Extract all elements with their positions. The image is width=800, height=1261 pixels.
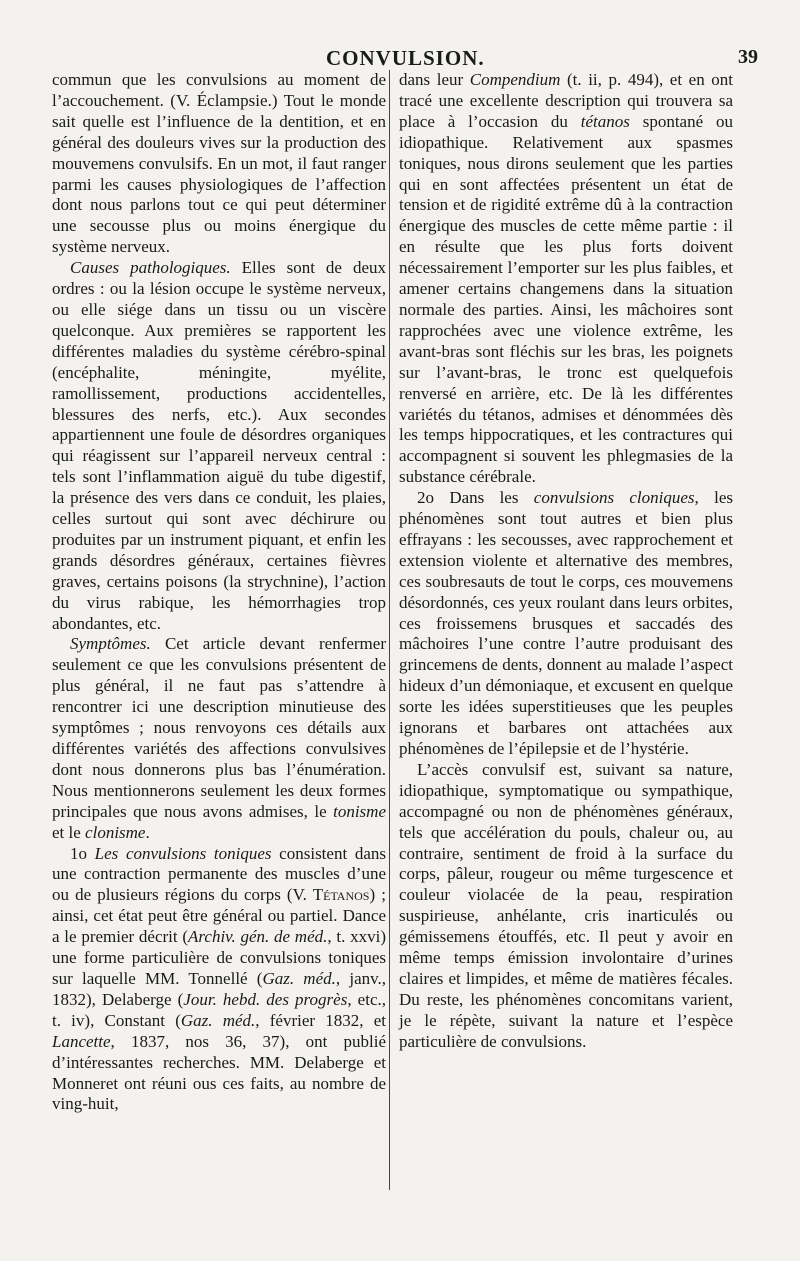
citation: Gaz. méd. [180, 1010, 256, 1030]
citation: Lancette [52, 1031, 111, 1051]
left-column [52, 70, 386, 1115]
page-header [0, 44, 800, 70]
paragraph-text: (t. ii, p. 494), et en ont tracé une excellente description qui trouvera sa place à l’occasion du [399, 70, 733, 131]
paragraph-text: consistent dans une contraction permanente des muscles d’une ou de plusieurs régions du corps ( [52, 843, 387, 905]
paragraph [399, 70, 733, 488]
section-heading: convulsions cloniques [533, 488, 695, 508]
item-number: 1o [70, 843, 95, 863]
paragraph-text: dans leur [399, 70, 470, 89]
paragraph-symptomes [52, 634, 386, 843]
paragraph-text: . [145, 822, 150, 842]
item-number: 2o Dans les [417, 488, 534, 508]
paragraph-causes-pathologiques [52, 258, 386, 634]
paragraph-text: , janv., 1832), Delaberge ( [52, 968, 387, 1009]
paragraph-text: Cet article devant renfermer seulement ce que les convulsions présentent de plus général, il ne faut pas s’attendre à rencontrer ici une description minutieuse des symptômes ; nous renvoyons ces détails aux différentes variétés des affections convulsives dont nous donnerons plus bas l’énumération. Nous mentionnerons seulement les deux formes principales que nous avons admises, le [52, 634, 386, 821]
citation: Compendium [469, 70, 561, 89]
term: clonisme [85, 822, 146, 842]
citation: Gaz. méd. [262, 968, 336, 988]
paragraph-text: , t. xxvi) une forme particulière de convulsions toniques sur laquelle MM. Tonnellé ( [52, 927, 386, 988]
running-title: CONVULSION. [326, 46, 485, 70]
section-heading: Causes pathologiques. [70, 258, 231, 278]
paragraph-text: et le [52, 822, 86, 842]
paragraph-convulsions-cloniques [399, 488, 733, 760]
citation: Archiv. gén. de méd. [188, 927, 328, 947]
paragraph-text: , les phénomènes sont tout autres et bien plus effrayans : les secousses, avec rapprochement et extension violente et alternative des membres, ces soubresauts de tout le corps, ces mouvemens désordonnés, ces yeux roulant dans leurs orbites, ces froissemens brusques et saccadés des mâchoires l’une contre l’autre produisant des grincemens de dents, donnent au malade l’aspect hideux d’un démoniaque, et excusent en quelque sorte les idées superstitieuses que les peuples ignorans et barbares ont attachées aux phénomènes de l’épilepsie et de l’hystérie. [399, 488, 734, 758]
paragraph-text: ) ; ainsi, cet état peut être général ou partiel. Dance a le premier décrit ( [52, 885, 386, 947]
section-heading: Les convulsions toniques [94, 843, 272, 863]
paragraph-text: spontané ou idiopathique. Relativement aux spasmes toniques, nous dirons seulement que les parties qui en sont affectées présentent un état de tension et de rigidité extrême dû à la contraction énergique des muscles de cette même partie : il en résulte que les plus forts doivent nécessairement l’emporter sur les plus faibles, et amener certains changemens dans la situation normale des parties. Ainsi, les mâchoires sont rapprochées avec une violence extrême, les avant-bras sont fléchis sur les bras, les poignets sur l’avant-bras, le tronc est quelquefois renversé en arrière, etc. De là les différentes variétés du tétanos, admises et dénommées dès les temps hippocratiques, et les contractures qui accompagnent si souvent les phlegmasies de la substance cérébrale. [399, 111, 734, 487]
paragraph: commun que les convulsions au moment de l’accouchement. (V. Éclampsie.) Tout le monde sait quelle est l’influence de la dentition, et en général des douleurs vives sur la production des mouvemens convulsifs. En un mot, il faut ranger parmi les causes physiologiques de l’affection dont nous parlons tout ce qui peut déterminer une secousse plus ou moins énergique du système nerveux. [52, 70, 386, 257]
paragraph-convulsions-toniques [52, 844, 386, 1116]
paragraph-text: Elles sont de deux ordres : ou la lésion occupe le système nerveux, ou elle siége dans un tissu ou un viscère quelconque. Aux premières se rapportent les différentes maladies du système cérébro-spinal (encéphalite, méningite, myélite, ramollissement, productions accidentelles, blessures des nerfs, etc.). Aux secondes appartiennent une foule de désordres organiques qui réagissent sur l’appareil nerveux central : tels sont l’inflammation aiguë du tube digestif, la présence des vers dans ce conduit, les plaies, celles surtout qui sont avec déchirure ou produites par un instrument piquant, et enfin les grands désordres généraux, certaines fièvres graves, certains poisons (la strychnine), l’action du virus rabique, les hémorrhagies trop abondantes, etc. [52, 258, 386, 633]
term: tétanos [580, 111, 630, 131]
cross-reference: V. Tétanos [292, 885, 370, 905]
paragraph-text: , février 1832, et [255, 1010, 386, 1030]
section-heading: Symptômes. [70, 634, 151, 654]
page-number: 39 [738, 46, 758, 68]
paragraph-text: , etc., t. iv), Constant ( [52, 989, 386, 1030]
paragraph: L’accès convulsif est, suivant sa nature, idiopathique, symptomatique ou sympathique, accompagné ou non de phénomènes généraux, tels que accélération du pouls, chaleur ou, au contraire, sentiment de froid à la surface du corps, pâleur, rougeur ou même turgescence et couleur violacée de la peau, respiration suspirieuse, anhélante, cris inarticulés ou gémissemens étouffés, etc. Il peut y avoir en même temps émission involontaire d’urines claires et limpides, et même de matières fécales. Du reste, les phénomènes concomitans varient, je le répète, suivant la nature et l’espèce particulière de convulsions. [399, 759, 733, 1051]
term: tonisme [333, 801, 386, 821]
paragraph-text: , 1837, nos 36, 37), ont publié d’intéressantes recherches. MM. Delaberge et Monneret ont réuni ous ces faits, au nombre de ving-huit, [52, 1031, 386, 1114]
right-column [399, 70, 733, 1053]
citation: Jour. hebd. des progrès [183, 989, 348, 1009]
column-divider [389, 70, 390, 1190]
